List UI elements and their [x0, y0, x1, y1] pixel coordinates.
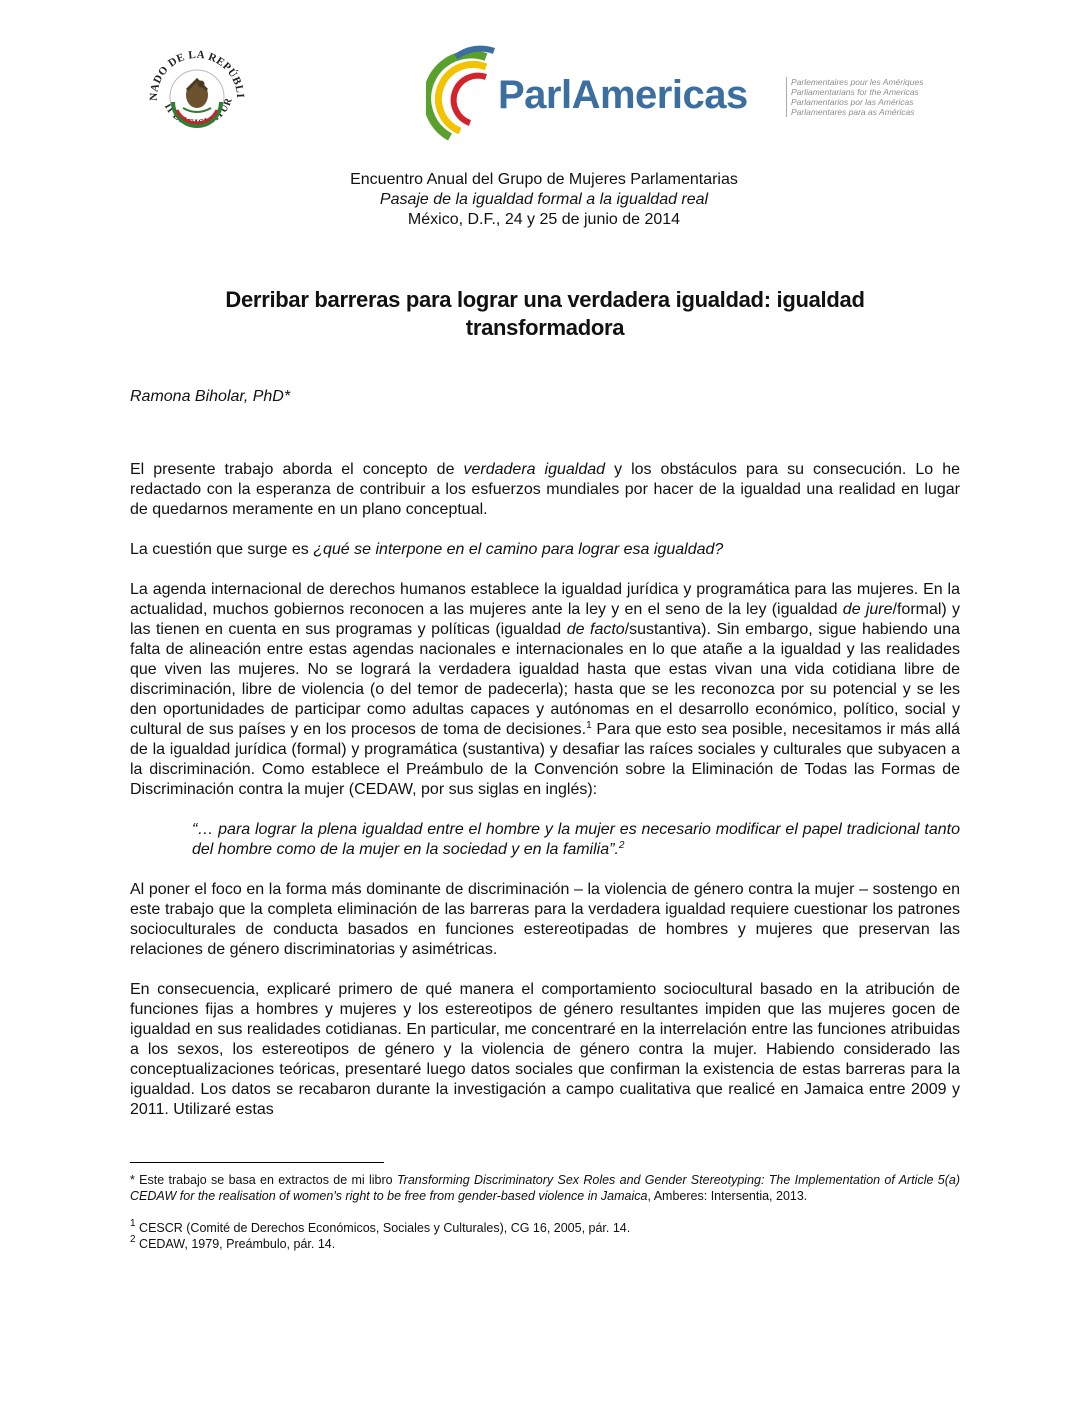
- block-quote: “… para lograr la plena igualdad entre el hombre y la mujer es necesario modificar el papel tradicional tanto del hombre como de la mujer en la sociedad y en la familia”.$^2$: [192, 821, 960, 858]
- footnote-divider: [130, 1162, 384, 1163]
- svg-text:LXII LEGISLATURA: II LEGISLATUR: [161, 95, 236, 130]
- parlamericas-logo: [426, 45, 946, 145]
- parlamericas-arcs-icon: [426, 45, 506, 145]
- event-name: Encuentro Anual del Grupo de Mujeres Parlamentarias: [350, 171, 738, 188]
- footnote-ref: 1: [586, 720, 592, 731]
- document-title: Derribar barreras para lograr una verdadera igualdad: igualdad transformadora: [225, 287, 865, 340]
- footnotes: [130, 1172, 960, 1252]
- paragraph: La agenda internacional de derechos humanos establece la igualdad jurídica y programática para las mujeres. En la actualidad, muchos gobiernos reconocen a las mujeres ante la ley y en el seno de la ley (igualdad de jure/formal) y las tienen en cuenta en sus programas y políticas (igualdad de facto/sustantiva). Sin embargo, sigue habiendo una falta de alineación entre estas agendas nacionales e internacionales en lo que atañe a la igualdad y las realidades que viven las mujeres. No se logrará la verdadera igualdad hasta que estas vivan una vida cotidiana libre de discriminación, libre de violencia (o del temor de padecerla); hasta que se les reconozca por su potencial y se les den oportunidades de participar como adultas capaces y autónomas en el desarrollo económico, político, social y cultural de sus países y en los procesos de toma de decisiones.$^1$ Para que esto sea posible, necesitamos ir más allá de la igualdad jurídica (formal) y programática (sustantiva) y desafiar las raíces sociales y culturales que subyacen a la discriminación. Como establece el Preámbulo de la Convención sobre la Eliminación de Todas las Formas de Discriminación contra la mujer (CEDAW, por sus siglas en inglés):: [130, 581, 961, 798]
- event-place-date: México, D.F., 24 y 25 de junio de 2014: [407, 211, 681, 228]
- footnote-2: $^2$ CEDAW, 1979, Preámbulo, pár. 14.: [130, 1234, 336, 1251]
- senado-seal-icon: [143, 40, 251, 148]
- parlamericas-tagline: Parlementaires pour les Amériques Parliamentarians for the Americas Parlamentarios por las Américas Parlamentares para as Américas: [786, 77, 923, 117]
- paragraph: La cuestión que surge es ¿qué se interpone en el camino para lograr esa igualdad?: [130, 541, 724, 558]
- paragraph: En consecuencia, explicaré primero de qué manera el comportamiento sociocultural basado en la atribución de funciones fijas a hombres y mujeres y los estereotipos de género resultantes impiden que las mujeres gocen de igualdad en sus realidades cotidianas. En particular, me concentraré en la interrelación entre las funciones atribuidas a los sexos, los estereotipos de género y la violencia de género contra la mujer. Habiendo considerado las conceptualizaciones teóricas, presentaré luego datos sociales que confirman la existencia de estas barreras para la igualdad. Los datos se recabaron durante la investigación a campo cualitativa que realicé en Jamaica entre 2009 y 2011. Utilizaré estas: [130, 981, 960, 1118]
- footnote-author: * Este trabajo se basa en extractos de mi libro Transforming Discriminatory Sex Roles and Gender Stereotyping: The Implementation of Article 5(a) CEDAW for the realisation of women's right to be free from gender-based violence in Jamaica, Amberes: Intersentia, 2013.: [130, 1173, 960, 1203]
- author: Ramona Biholar, PhD*: [130, 388, 291, 405]
- footnote-ref: 2: [618, 840, 625, 851]
- parlamericas-wordmark: ParlAmericas: [498, 73, 748, 117]
- event-theme: Pasaje de la igualdad formal a la igualdad real: [379, 191, 709, 208]
- senado-logo: [143, 40, 251, 148]
- document-body: [130, 460, 960, 1140]
- paragraph: Al poner el foco en la forma más dominante de discriminación – la violencia de género contra la mujer – sostengo en este trabajo que la completa eliminación de las barreras para la verdadera igualdad requiere cuestionar los patrones socioculturales de conducta basados en funciones estereotipadas de hombres y mujeres que preservan las relaciones de género discriminatorias y asimétricas.: [130, 881, 960, 958]
- svg-text:SENADO DE LA REPÚBLICA: NADO DE LA REPÚBLI: [147, 48, 247, 101]
- paragraph: El presente trabajo aborda el concepto de verdadera igualdad y los obstáculos para su consecución. Lo he redactado con la esperanza de contribuir a los esfuerzos mundiales por hacer de la igualdad una realidad en lugar de quedarnos meramente en un plano conceptual.: [130, 461, 960, 518]
- footnote-1: $^1$ CESCR (Comité de Derechos Económicos, Sociales y Culturales), CG 16, 2005, pár. 14.: [130, 1218, 631, 1235]
- event-heading: [0, 170, 1088, 230]
